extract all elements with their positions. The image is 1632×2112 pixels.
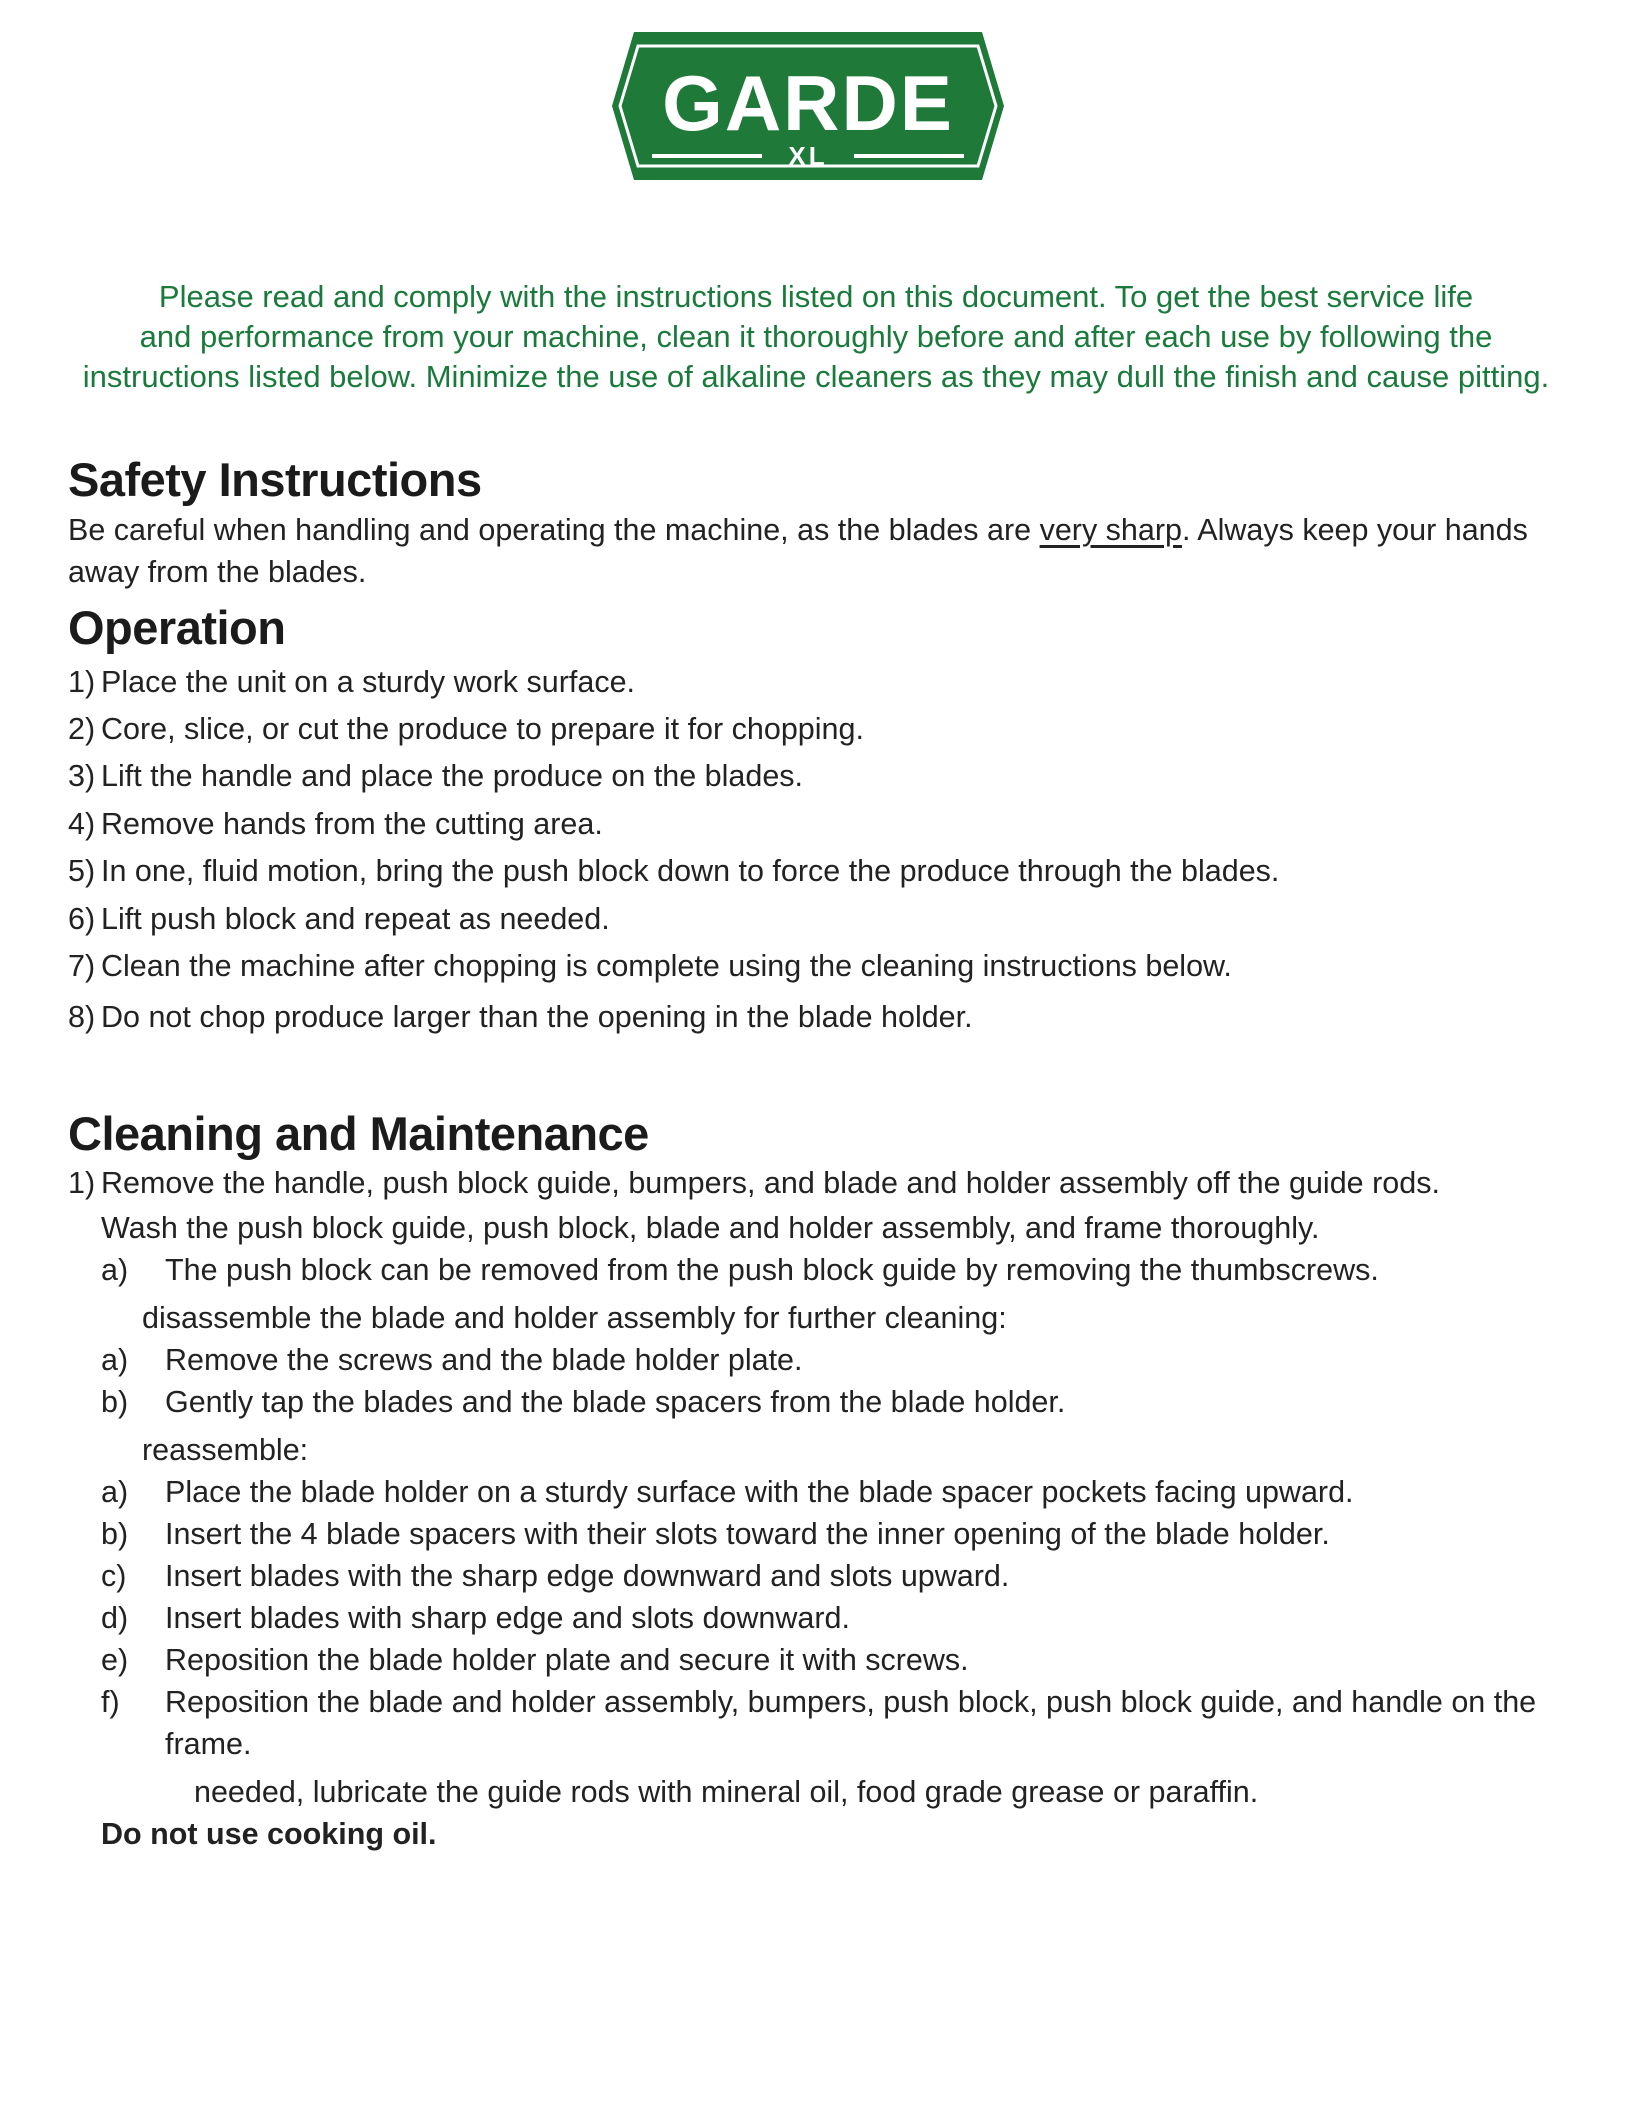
operation-step xyxy=(68,804,603,844)
garde-xl-logo xyxy=(612,32,1004,180)
intro-paragraph xyxy=(60,277,1572,397)
sub-letter: c) xyxy=(101,1559,127,1593)
sub-text: Insert blades with the sharp edge downward and slots upward. xyxy=(165,1559,1010,1593)
reassemble-instruction: reassemble: xyxy=(142,1433,309,1467)
sub-letter: a) xyxy=(101,1253,129,1287)
step-text: Lift the handle and place the produce on the blades. xyxy=(101,759,804,793)
step-number: 7) xyxy=(68,949,96,983)
lubricate-instruction: needed, lubricate the guide rods with mineral oil, food grade grease or paraffin. xyxy=(194,1775,1259,1809)
cleaning-step-1 xyxy=(68,1163,1440,1203)
step-text: Remove the handle, push block guide, bumpers, and blade and holder assembly off the guide rods. xyxy=(101,1166,1440,1200)
cleaning-heading: Cleaning and Maintenance xyxy=(68,1107,649,1160)
reassemble-sub-item-continued: frame. xyxy=(165,1727,252,1761)
step-text: In one, fluid motion, bring the push block down to force the produce through the blades. xyxy=(101,854,1280,888)
intro-line: Please read and comply with the instructions listed on this document. To get the best service life xyxy=(158,279,1474,314)
operation-step xyxy=(68,662,635,702)
operation-step xyxy=(68,997,973,1037)
step-number: 4) xyxy=(68,807,96,841)
disassemble-instruction: disassemble the blade and holder assembly for further cleaning: xyxy=(142,1301,1007,1335)
sub-letter: a) xyxy=(101,1343,129,1377)
step-text: Do not chop produce larger than the opening in the blade holder. xyxy=(101,1000,973,1034)
operation-step xyxy=(68,946,1232,986)
step-text: Place the unit on a sturdy work surface. xyxy=(101,665,636,699)
sub-letter: b) xyxy=(101,1385,129,1419)
step-number: 2) xyxy=(68,712,96,746)
operation-step xyxy=(68,899,610,939)
sub-letter: e) xyxy=(101,1643,129,1677)
step-text: Clean the machine after chopping is complete using the cleaning instructions below. xyxy=(101,949,1232,983)
sub-text: Gently tap the blades and the blade spacers from the blade holder. xyxy=(165,1385,1066,1419)
safety-heading: Safety Instructions xyxy=(68,453,482,506)
very-sharp-emphasis: very sharp xyxy=(1039,513,1182,547)
sub-letter: b) xyxy=(101,1517,129,1551)
step-text: Remove hands from the cutting area. xyxy=(101,807,603,841)
step-number: 5) xyxy=(68,854,96,888)
sub-letter: d) xyxy=(101,1601,129,1635)
sub-letter: f) xyxy=(101,1685,120,1719)
safety-line-2: away from the blades. xyxy=(68,555,367,589)
operation-heading: Operation xyxy=(68,601,286,654)
intro-line: and performance from your machine, clean it thoroughly before and after each use by following the xyxy=(139,319,1493,354)
step-number: 8) xyxy=(68,1000,96,1034)
cooking-oil-warning: Do not use cooking oil. xyxy=(101,1817,437,1851)
sub-text: Insert blades with sharp edge and slots downward. xyxy=(165,1601,850,1635)
step-text: Core, slice, or cut the produce to prepare it for chopping. xyxy=(101,712,864,746)
sub-letter: a) xyxy=(101,1475,129,1509)
step-number: 1) xyxy=(68,665,96,699)
safety-text: Be careful when handling and operating the machine, as the blades are xyxy=(68,513,1040,547)
sub-text: Reposition the blade and holder assembly, bumpers, push block, push block guide, and handle on the xyxy=(165,1685,1537,1719)
sub-text: Remove the screws and the blade holder plate. xyxy=(165,1343,803,1377)
logo-brand-text: GARDE xyxy=(662,59,954,147)
wash-instruction: Wash the push block guide, push block, blade and holder assembly, and frame thoroughly. xyxy=(101,1211,1320,1245)
intro-line: instructions listed below. Minimize the use of alkaline cleaners as they may dull the finish and cause pitting. xyxy=(82,359,1550,394)
operation-step xyxy=(68,709,864,749)
sub-text: The push block can be removed from the push block guide by removing the thumbscrews. xyxy=(165,1253,1379,1287)
step-text: Lift push block and repeat as needed. xyxy=(101,902,610,936)
operation-step xyxy=(68,851,1279,891)
operation-step xyxy=(68,756,803,796)
sub-text: Reposition the blade holder plate and secure it with screws. xyxy=(165,1643,969,1677)
step-number: 6) xyxy=(68,902,96,936)
sub-text: Place the blade holder on a sturdy surface with the blade spacer pockets facing upward. xyxy=(165,1475,1354,1509)
step-number: 1) xyxy=(68,1166,96,1200)
step-number: 3) xyxy=(68,759,96,793)
safety-text: . Always keep your hands xyxy=(1181,513,1528,547)
logo-sub-text: XL xyxy=(788,141,828,171)
safety-line-1 xyxy=(68,509,1528,551)
sub-text: Insert the 4 blade spacers with their slots toward the inner opening of the blade holder. xyxy=(165,1517,1330,1551)
